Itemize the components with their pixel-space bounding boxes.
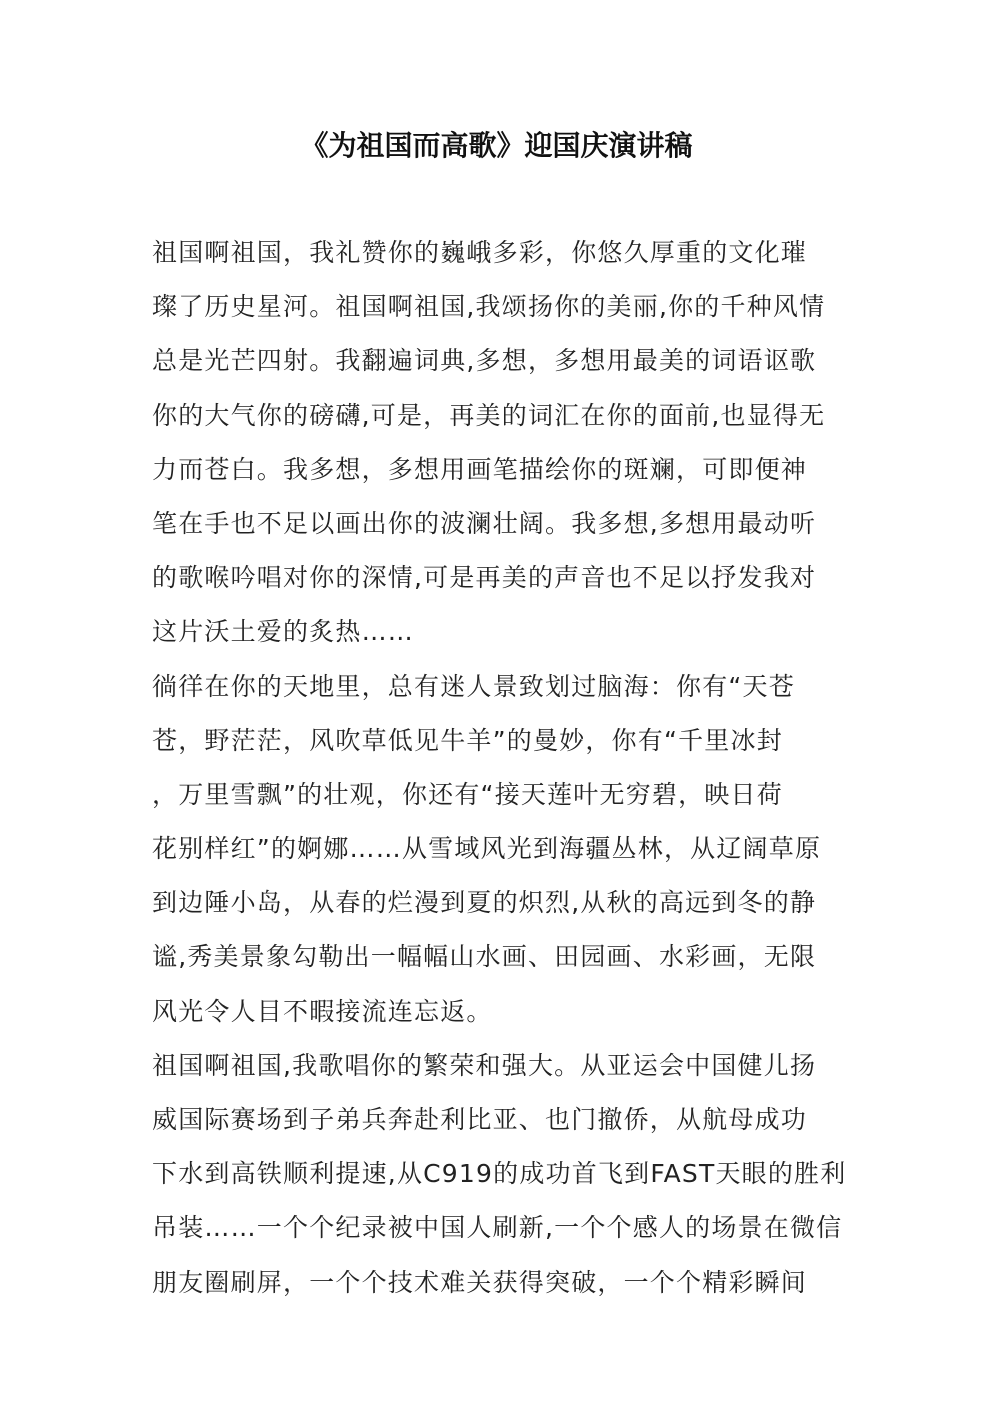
paragraph-1 (152, 226, 824, 660)
paragraph-3 (152, 1039, 847, 1310)
text-line: 到边陲小岛，从春的烂漫到夏的炽烈,从秋的高远到冬的静 (152, 888, 817, 918)
text-line: 朋友圈刷屏，一个个技术难关获得突破，一个个精彩瞬间 (152, 1267, 808, 1297)
text-line: ，万里雪飘”的壮观，你还有“接天莲叶无穷碧，映日荷 (152, 779, 783, 809)
text-line: 的歌喉吟唱对你的深情,可是再美的声音也不足以抒发我对 (152, 563, 817, 593)
document-title: 《为祖国而高歌》迎国庆演讲稿 (300, 129, 693, 162)
text-line: 苍，野茫茫，风吹草低见牛羊”的曼妙，你有“千里冰封 (152, 725, 783, 755)
text-line: 风光令人目不暇接流连忘返。 (152, 996, 493, 1026)
text-line: 威国际赛场到子弟兵奔赴利比亚、也门撤侨，从航母成功 (152, 1105, 808, 1134)
text-line: 祖国啊祖国，我礼赞你的巍峨多彩，你悠久厚重的文化璀 (152, 238, 808, 267)
document-body (152, 226, 847, 1310)
text-line: 你的大气你的磅礴,可是，再美的词汇在你的面前,也显得无 (152, 400, 826, 430)
text-line: 这片沃土爱的炙热…… (152, 617, 415, 647)
text-line: 下水到高铁顺利提速,从C919的成功首飞到FAST天眼的胜利 (152, 1159, 847, 1189)
text-line: 力而苍白。我多想，多想用画笔描绘你的斑斓，可即便神 (152, 454, 808, 484)
text-line: 总是光芒四射。我翻遍词典,多想，多想用最美的词语讴歌 (152, 346, 817, 376)
text-line: 吊装……一个个纪录被中国人刷新,一个个感人的场景在微信 (152, 1213, 843, 1243)
text-line: 花别样红”的婀娜……从雪域风光到海疆丛林，从辽阔草原 (152, 834, 822, 864)
text-line: 璨了历史星河。祖国啊祖国,我颂扬你的美丽,你的千种风情 (152, 292, 826, 322)
text-line: 徜徉在你的天地里，总有迷人景致划过脑海：你有“天苍 (152, 671, 795, 701)
paragraph-2 (152, 660, 824, 1039)
text-line: 笔在手也不足以画出你的波澜壮阔。我多想,多想用最动听 (152, 508, 817, 538)
text-line: 谧,秀美景象勾勒出一幅幅山水画、田园画、水彩画，无限 (152, 942, 817, 972)
text-line: 祖国啊祖国,我歌唱你的繁荣和强大。从亚运会中国健儿扬 (152, 1050, 817, 1080)
